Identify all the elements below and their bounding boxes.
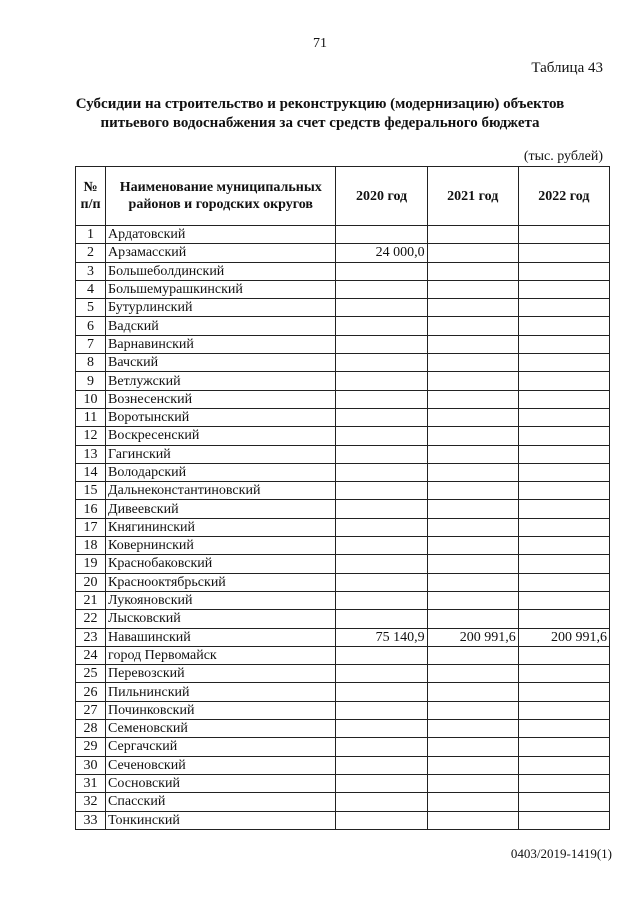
cell-y2020 (336, 390, 427, 408)
cell-name: Дивеевский (106, 500, 336, 518)
cell-name: Бутурлинский (106, 299, 336, 317)
cell-y2021 (427, 317, 518, 335)
cell-y2022 (518, 463, 609, 481)
cell-y2022 (518, 610, 609, 628)
cell-name: Ардатовский (106, 226, 336, 244)
cell-n: 22 (76, 610, 106, 628)
table-row (76, 262, 610, 280)
cell-y2022 (518, 646, 609, 664)
cell-y2020 (336, 610, 427, 628)
header-name: Наименование муниципальных районов и городских округов (106, 167, 336, 226)
cell-y2022 (518, 317, 609, 335)
table-row (76, 646, 610, 664)
cell-y2021 (427, 372, 518, 390)
cell-y2022 (518, 683, 609, 701)
cell-y2020 (336, 354, 427, 372)
cell-y2021 (427, 280, 518, 298)
cell-y2022 (518, 280, 609, 298)
cell-y2021 (427, 500, 518, 518)
table-row (76, 537, 610, 555)
cell-name: Пильнинский (106, 683, 336, 701)
cell-y2021 (427, 610, 518, 628)
cell-y2022: 200 991,6 (518, 628, 609, 646)
table-row (76, 390, 610, 408)
cell-y2021 (427, 646, 518, 664)
cell-y2021 (427, 701, 518, 719)
cell-y2020 (336, 262, 427, 280)
table-body (76, 226, 610, 830)
document-code: 0403/2019-1419(1) (510, 846, 612, 861)
table-row (76, 573, 610, 591)
cell-y2022 (518, 354, 609, 372)
cell-name: Сосновский (106, 774, 336, 792)
cell-y2020 (336, 280, 427, 298)
cell-y2021 (427, 354, 518, 372)
cell-y2022 (518, 591, 609, 609)
table-row (76, 591, 610, 609)
cell-name: Вадский (106, 317, 336, 335)
cell-y2022 (518, 244, 609, 262)
units-label: (тыс. рублей) (523, 149, 603, 164)
cell-y2022 (518, 299, 609, 317)
cell-name: Перевозский (106, 665, 336, 683)
cell-y2021 (427, 262, 518, 280)
cell-y2021 (427, 537, 518, 555)
table-row (76, 335, 610, 353)
header-number: № п/п (76, 167, 106, 226)
cell-y2020 (336, 683, 427, 701)
cell-name: Сергачский (106, 738, 336, 756)
table-row (76, 445, 610, 463)
table-row (76, 500, 610, 518)
cell-y2020: 75 140,9 (336, 628, 427, 646)
cell-n: 33 (76, 811, 106, 829)
cell-y2022 (518, 445, 609, 463)
cell-y2022 (518, 573, 609, 591)
cell-y2020 (336, 335, 427, 353)
cell-name: Ветлужский (106, 372, 336, 390)
cell-n: 18 (76, 537, 106, 555)
cell-y2020 (336, 445, 427, 463)
cell-name: Воскресенский (106, 427, 336, 445)
cell-y2022 (518, 738, 609, 756)
cell-n: 6 (76, 317, 106, 335)
header-2021: 2021 год (427, 167, 518, 226)
cell-y2020 (336, 372, 427, 390)
cell-name: Тонкинский (106, 811, 336, 829)
cell-name: Варнавинский (106, 335, 336, 353)
cell-y2021 (427, 774, 518, 792)
cell-y2021 (427, 793, 518, 811)
table-row (76, 299, 610, 317)
table-row (76, 774, 610, 792)
cell-y2022 (518, 335, 609, 353)
cell-y2020 (336, 591, 427, 609)
cell-name: Краснооктябрьский (106, 573, 336, 591)
cell-name: Лысковский (106, 610, 336, 628)
cell-y2020 (336, 555, 427, 573)
cell-y2020 (336, 646, 427, 664)
cell-n: 32 (76, 793, 106, 811)
table-row (76, 756, 610, 774)
cell-y2021 (427, 811, 518, 829)
cell-y2022 (518, 226, 609, 244)
cell-y2021 (427, 518, 518, 536)
cell-y2020 (336, 665, 427, 683)
cell-y2021 (427, 665, 518, 683)
cell-n: 7 (76, 335, 106, 353)
table-row (76, 518, 610, 536)
title-line-1: Субсидии на строительство и реконструкцию (модернизацию) объектов (75, 96, 565, 112)
cell-y2020 (336, 774, 427, 792)
cell-name: Спасский (106, 793, 336, 811)
cell-y2022 (518, 408, 609, 426)
cell-y2020 (336, 738, 427, 756)
cell-y2022 (518, 262, 609, 280)
page-number: 71 (313, 36, 327, 51)
cell-y2020 (336, 463, 427, 481)
cell-n: 16 (76, 500, 106, 518)
cell-y2022 (518, 774, 609, 792)
cell-name: Семеновский (106, 720, 336, 738)
table-row (76, 463, 610, 481)
cell-n: 19 (76, 555, 106, 573)
cell-y2020 (336, 482, 427, 500)
cell-n: 21 (76, 591, 106, 609)
cell-name: Починковский (106, 701, 336, 719)
cell-y2020 (336, 720, 427, 738)
cell-n: 10 (76, 390, 106, 408)
cell-y2021 (427, 445, 518, 463)
cell-n: 5 (76, 299, 106, 317)
table-row (76, 280, 610, 298)
cell-y2020: 24 000,0 (336, 244, 427, 262)
cell-y2021 (427, 720, 518, 738)
cell-y2022 (518, 665, 609, 683)
table-row (76, 793, 610, 811)
cell-n: 12 (76, 427, 106, 445)
table-label: Таблица 43 (531, 60, 603, 76)
cell-y2021 (427, 591, 518, 609)
cell-n: 20 (76, 573, 106, 591)
cell-n: 1 (76, 226, 106, 244)
cell-y2021 (427, 390, 518, 408)
cell-y2020 (336, 518, 427, 536)
cell-y2021 (427, 463, 518, 481)
cell-name: Володарский (106, 463, 336, 481)
cell-name: Сеченовский (106, 756, 336, 774)
cell-y2021 (427, 244, 518, 262)
cell-y2021 (427, 299, 518, 317)
cell-y2021 (427, 555, 518, 573)
cell-y2020 (336, 299, 427, 317)
cell-n: 15 (76, 482, 106, 500)
cell-n: 28 (76, 720, 106, 738)
cell-n: 26 (76, 683, 106, 701)
cell-n: 3 (76, 262, 106, 280)
cell-y2020 (336, 756, 427, 774)
cell-name: Большемурашкинский (106, 280, 336, 298)
cell-n: 30 (76, 756, 106, 774)
table-row (76, 427, 610, 445)
cell-name: Ковернинский (106, 537, 336, 555)
cell-name: Лукояновский (106, 591, 336, 609)
cell-name: Вачский (106, 354, 336, 372)
cell-n: 8 (76, 354, 106, 372)
cell-y2022 (518, 701, 609, 719)
table-row (76, 244, 610, 262)
cell-y2021 (427, 335, 518, 353)
cell-n: 25 (76, 665, 106, 683)
cell-y2020 (336, 500, 427, 518)
cell-y2022 (518, 427, 609, 445)
cell-n: 13 (76, 445, 106, 463)
cell-n: 11 (76, 408, 106, 426)
table-row (76, 555, 610, 573)
cell-y2020 (336, 226, 427, 244)
cell-y2021: 200 991,6 (427, 628, 518, 646)
cell-y2022 (518, 720, 609, 738)
cell-y2021 (427, 427, 518, 445)
cell-n: 27 (76, 701, 106, 719)
cell-y2020 (336, 537, 427, 555)
cell-y2021 (427, 226, 518, 244)
cell-name: Большеболдинский (106, 262, 336, 280)
cell-y2022 (518, 793, 609, 811)
table-row (76, 482, 610, 500)
cell-y2020 (336, 811, 427, 829)
table-row (76, 372, 610, 390)
cell-name: Краснобаковский (106, 555, 336, 573)
cell-n: 23 (76, 628, 106, 646)
table-row (76, 354, 610, 372)
cell-n: 4 (76, 280, 106, 298)
subsidy-table (75, 166, 610, 830)
cell-y2020 (336, 701, 427, 719)
cell-y2020 (336, 408, 427, 426)
cell-y2021 (427, 482, 518, 500)
cell-y2022 (518, 390, 609, 408)
cell-y2022 (518, 482, 609, 500)
cell-name: Княгининский (106, 518, 336, 536)
cell-y2020 (336, 427, 427, 445)
cell-name: Воротынский (106, 408, 336, 426)
cell-n: 9 (76, 372, 106, 390)
cell-name: Навашинский (106, 628, 336, 646)
cell-y2020 (336, 573, 427, 591)
cell-y2021 (427, 408, 518, 426)
table-row (76, 665, 610, 683)
table-row (76, 610, 610, 628)
cell-y2020 (336, 317, 427, 335)
table-row (76, 701, 610, 719)
cell-y2022 (518, 756, 609, 774)
cell-name: Вознесенский (106, 390, 336, 408)
cell-name: Гагинский (106, 445, 336, 463)
table-row (76, 408, 610, 426)
table-row (76, 226, 610, 244)
cell-y2022 (518, 372, 609, 390)
table-row (76, 683, 610, 701)
cell-name: Арзамасский (106, 244, 336, 262)
table-row (76, 811, 610, 829)
cell-y2021 (427, 738, 518, 756)
table-row (76, 628, 610, 646)
table-row (76, 317, 610, 335)
cell-y2021 (427, 683, 518, 701)
cell-y2022 (518, 518, 609, 536)
title-line-2: питьевого водоснабжения за счет средств федерального бюджета (100, 115, 540, 131)
cell-n: 2 (76, 244, 106, 262)
cell-y2022 (518, 811, 609, 829)
cell-y2022 (518, 555, 609, 573)
table-title (40, 95, 600, 133)
cell-name: город Первомайск (106, 646, 336, 664)
header-2022: 2022 год (518, 167, 609, 226)
cell-n: 29 (76, 738, 106, 756)
header-2020: 2020 год (336, 167, 427, 226)
cell-y2022 (518, 537, 609, 555)
cell-n: 24 (76, 646, 106, 664)
cell-n: 31 (76, 774, 106, 792)
cell-n: 14 (76, 463, 106, 481)
table-row (76, 738, 610, 756)
cell-y2020 (336, 793, 427, 811)
table-row (76, 720, 610, 738)
cell-y2022 (518, 500, 609, 518)
cell-y2021 (427, 756, 518, 774)
cell-y2021 (427, 573, 518, 591)
table-header-row (76, 167, 610, 226)
cell-name: Дальнеконстантиновский (106, 482, 336, 500)
cell-n: 17 (76, 518, 106, 536)
